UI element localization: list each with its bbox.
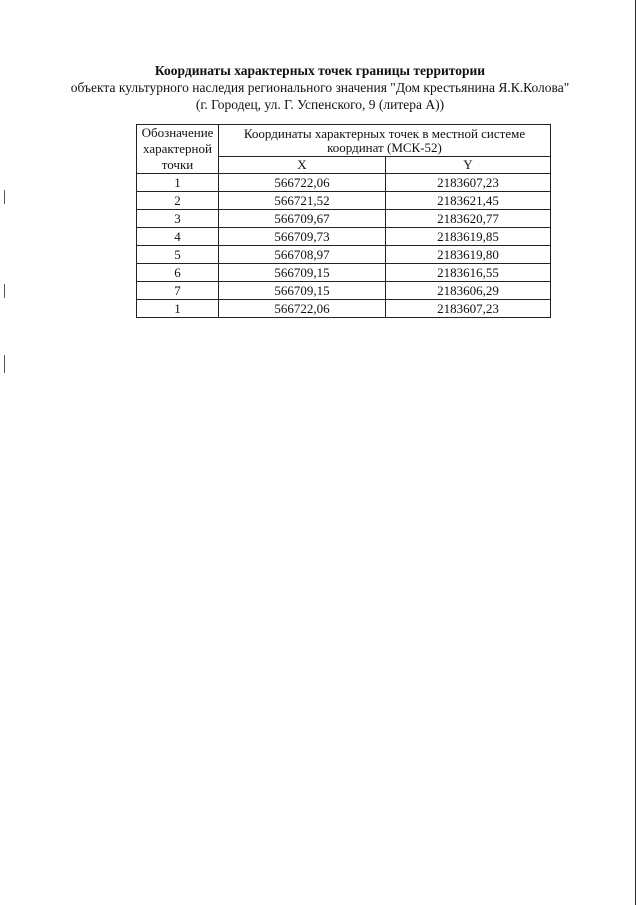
table-row — [137, 264, 551, 282]
cell-y: 2183621,45 — [386, 192, 551, 210]
cell-x: 566709,67 — [219, 210, 386, 228]
table-row — [137, 282, 551, 300]
document-subtitle-line2: (г. Городец, ул. Г. Успенского, 9 (литера А)) — [195, 97, 445, 112]
table-header-row — [137, 125, 551, 157]
table-row — [137, 246, 551, 264]
cell-y: 2183616,55 — [386, 264, 551, 282]
header-y: Y — [386, 156, 551, 173]
table-row — [137, 192, 551, 210]
cell-point: 6 — [137, 264, 219, 282]
document-heading — [0, 63, 640, 113]
cell-y: 2183606,29 — [386, 282, 551, 300]
coordinates-table — [136, 124, 551, 318]
cell-x: 566721,52 — [219, 192, 386, 210]
header-x: X — [219, 156, 386, 173]
cell-x: 566709,15 — [219, 264, 386, 282]
header-coordinate-system: Координаты характерных точек в местной системе координат (МСК-52) — [219, 125, 551, 157]
cell-point: 3 — [137, 210, 219, 228]
table-row — [137, 174, 551, 192]
cell-x: 566722,06 — [219, 174, 386, 192]
cell-point: 2 — [137, 192, 219, 210]
cell-x: 566722,06 — [219, 300, 386, 318]
cell-point: 1 — [137, 174, 219, 192]
cell-y: 2183607,23 — [386, 300, 551, 318]
scan-edge-right — [635, 0, 636, 905]
cell-x: 566709,15 — [219, 282, 386, 300]
cell-point: 5 — [137, 246, 219, 264]
table-row — [137, 300, 551, 318]
cell-y: 2183607,23 — [386, 174, 551, 192]
scan-mark-left — [4, 190, 5, 204]
cell-y: 2183620,77 — [386, 210, 551, 228]
document-subtitle-line1: объекта культурного наследия регионального значения "Дом крестьянина Я.К.Колова" — [70, 80, 570, 95]
cell-y: 2183619,80 — [386, 246, 551, 264]
table-row — [137, 228, 551, 246]
cell-x: 566709,73 — [219, 228, 386, 246]
cell-point: 7 — [137, 282, 219, 300]
cell-point: 1 — [137, 300, 219, 318]
cell-x: 566708,97 — [219, 246, 386, 264]
cell-point: 4 — [137, 228, 219, 246]
table-row — [137, 210, 551, 228]
scan-mark-left — [4, 355, 5, 373]
document-title: Координаты характерных точек границы территории — [154, 63, 486, 78]
header-point-designation: Обозначение характерной точки — [137, 125, 219, 174]
scan-mark-left — [4, 284, 5, 298]
cell-y: 2183619,85 — [386, 228, 551, 246]
